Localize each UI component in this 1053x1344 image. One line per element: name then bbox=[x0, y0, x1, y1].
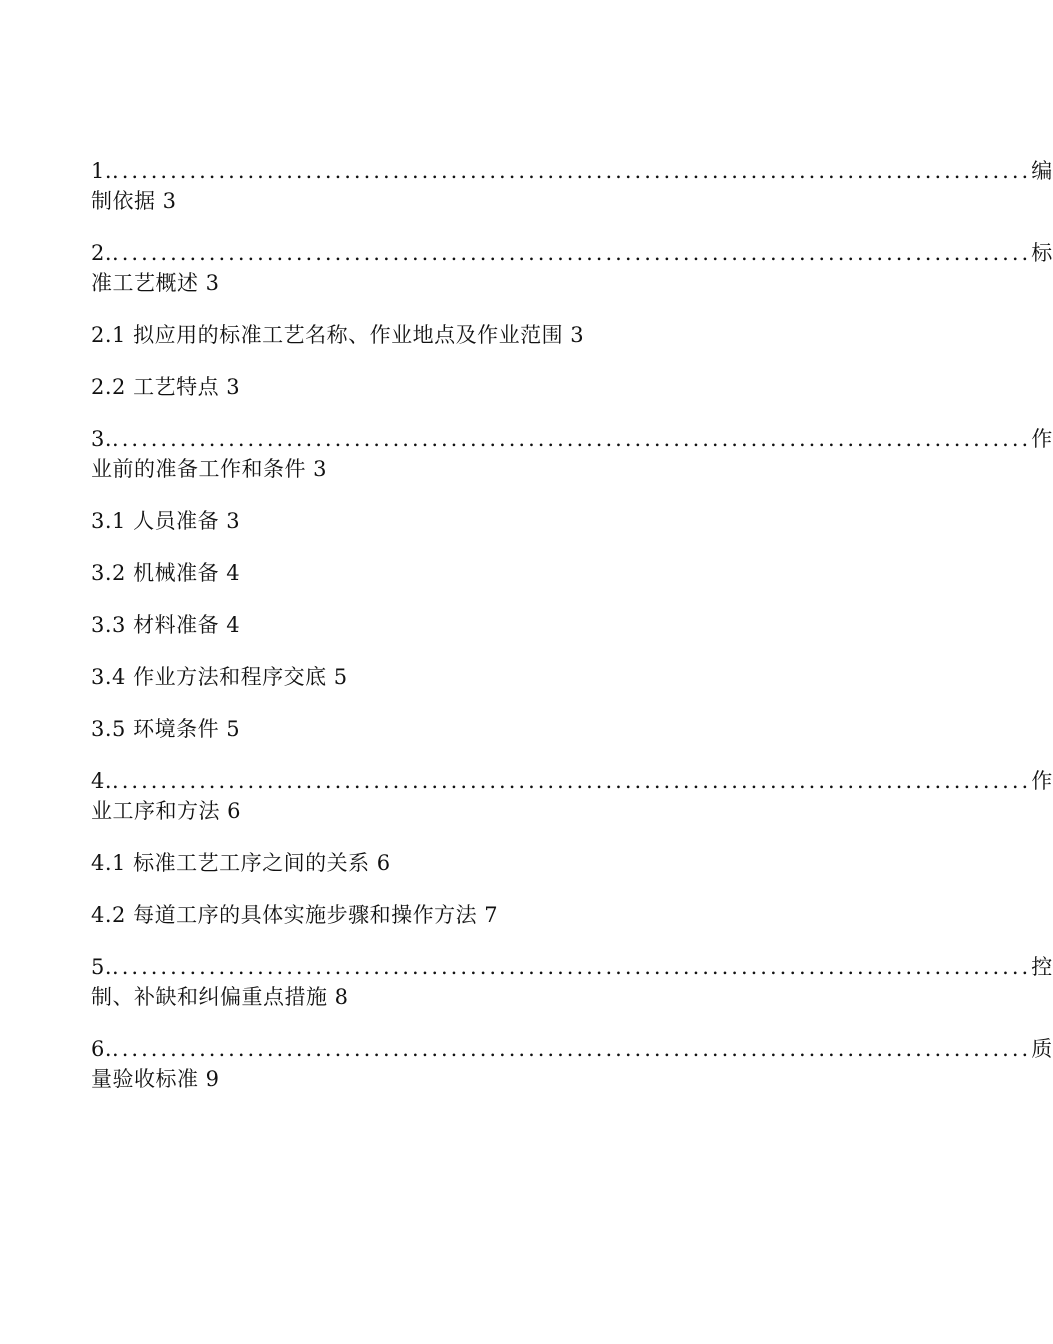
toc-entry-number: 6. bbox=[91, 1037, 113, 1061]
toc-entry-number: 1. bbox=[91, 159, 113, 183]
toc-entry-2-2[interactable]: 2.2 工艺特点 3 bbox=[91, 375, 241, 399]
toc-entry-title-rest: 业工序和方法 6 bbox=[91, 799, 242, 823]
toc-entry-2[interactable] bbox=[91, 238, 1053, 298]
toc-entry-title-rest: 制依据 3 bbox=[91, 189, 177, 213]
toc-entry-title-start: 作 bbox=[1031, 427, 1053, 451]
table-of-contents bbox=[91, 156, 1053, 1116]
toc-entry-number: 2. bbox=[91, 241, 113, 265]
toc-leader-dots: ............................................................................................... bbox=[112, 769, 1032, 793]
toc-entry-3-1[interactable]: 3.1 人员准备 3 bbox=[91, 509, 241, 533]
toc-entry-title-rest: 量验收标准 9 bbox=[91, 1067, 220, 1091]
toc-entry-4[interactable] bbox=[91, 766, 1053, 826]
toc-entry-3[interactable] bbox=[91, 424, 1053, 484]
toc-entry-title-start: 质 bbox=[1031, 1037, 1053, 1061]
toc-leader-dots: ............................................................................................... bbox=[112, 955, 1032, 979]
toc-entry-number: 5. bbox=[91, 955, 113, 979]
toc-leader-dots: ............................................................................................... bbox=[112, 159, 1032, 183]
toc-entry-3-5[interactable]: 3.5 环境条件 5 bbox=[91, 717, 241, 741]
toc-entry-4-2[interactable]: 4.2 每道工序的具体实施步骤和操作方法 7 bbox=[91, 903, 499, 927]
toc-entry-number: 4. bbox=[91, 769, 113, 793]
toc-entry-title-rest: 制、补缺和纠偏重点措施 8 bbox=[91, 985, 349, 1009]
toc-entry-3-3[interactable]: 3.3 材料准备 4 bbox=[91, 613, 241, 637]
toc-entry-3-4[interactable]: 3.4 作业方法和程序交底 5 bbox=[91, 665, 348, 689]
toc-entry-title-rest: 业前的准备工作和条件 3 bbox=[91, 457, 328, 481]
toc-entry-6[interactable] bbox=[91, 1034, 1053, 1094]
toc-entry-number: 3. bbox=[91, 427, 113, 451]
toc-leader-dots: ............................................................................................... bbox=[112, 427, 1032, 451]
toc-entry-5[interactable] bbox=[91, 952, 1053, 1012]
toc-entry-1[interactable] bbox=[91, 156, 1053, 216]
toc-entry-title-rest: 准工艺概述 3 bbox=[91, 271, 220, 295]
toc-entry-title-start: 编 bbox=[1031, 159, 1053, 183]
toc-entry-2-1[interactable]: 2.1 拟应用的标准工艺名称、作业地点及作业范围 3 bbox=[91, 323, 585, 347]
toc-entry-title-start: 控 bbox=[1031, 955, 1053, 979]
toc-entry-4-1[interactable]: 4.1 标准工艺工序之间的关系 6 bbox=[91, 851, 391, 875]
toc-entry-title-start: 作 bbox=[1031, 769, 1053, 793]
toc-leader-dots: ............................................................................................... bbox=[112, 241, 1032, 265]
toc-entry-title-start: 标 bbox=[1031, 241, 1053, 265]
toc-leader-dots: ............................................................................................... bbox=[112, 1037, 1032, 1061]
toc-entry-3-2[interactable]: 3.2 机械准备 4 bbox=[91, 561, 241, 585]
